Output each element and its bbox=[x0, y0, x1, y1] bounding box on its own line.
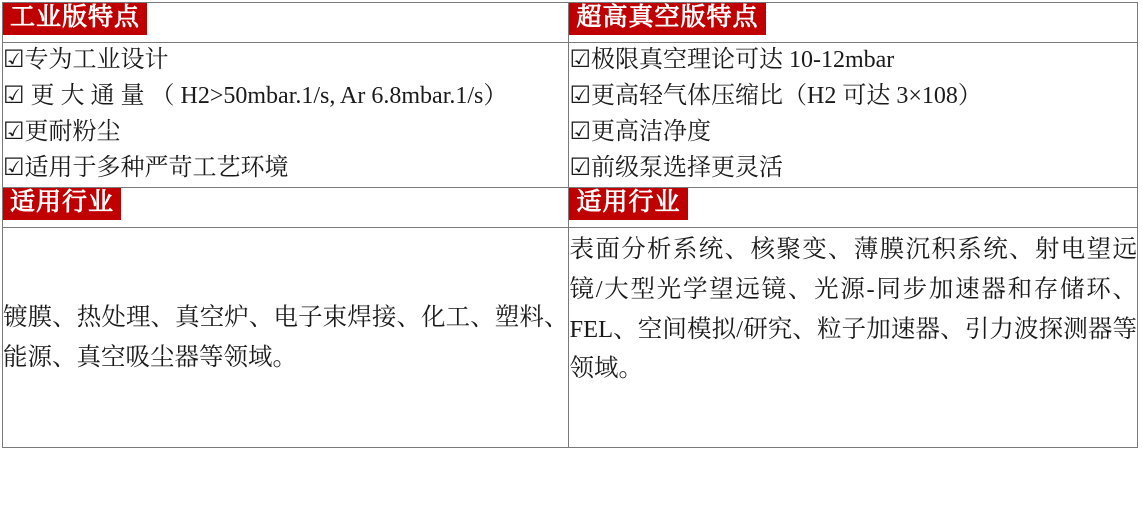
cell-features-header-left bbox=[3, 3, 569, 43]
list-item: ☑专为工业设计 bbox=[3, 47, 169, 73]
table-row-industry-body bbox=[3, 228, 1138, 448]
industry-right-wrapper bbox=[569, 228, 1137, 389]
section-title-industry-right: 适用行业 bbox=[569, 188, 687, 220]
industry-text-uhv: 表面分析系统、核聚变、薄膜沉积系统、射电望远镜/大型光学望远镜、光源-同步加速器和存储环、FEL、空间模拟/研究、粒子加速器、引力波探测器等领域。 bbox=[569, 236, 1137, 383]
list-item: ☑极限真空理论可达 10-12mbar bbox=[569, 47, 895, 73]
feature-list-uhv bbox=[569, 43, 1137, 185]
table-row-industry-headers bbox=[3, 188, 1138, 228]
comparison-table bbox=[2, 2, 1138, 448]
cell-industry-header-right bbox=[569, 188, 1138, 228]
cell-features-right bbox=[569, 43, 1138, 188]
table-row-features bbox=[3, 43, 1138, 188]
cell-features-header-right bbox=[569, 3, 1138, 43]
list-item: ☑ 更 大 通 量 （ H2>50mbar.1/s, Ar 6.8mbar.1/s） bbox=[3, 83, 508, 110]
list-item: ☑更高轻气体压缩比（H2 可达 3×108） bbox=[569, 83, 982, 110]
cell-industry-left bbox=[3, 228, 569, 448]
comparison-sheet bbox=[0, 2, 1142, 528]
list-item: ☑适用于多种严苛工艺环境 bbox=[3, 155, 289, 182]
feature-list-industrial bbox=[3, 43, 568, 185]
industry-left-wrapper bbox=[3, 228, 568, 447]
cell-features-left bbox=[3, 43, 569, 188]
cell-industry-right bbox=[569, 228, 1138, 448]
section-title-industrial-features: 工业版特点 bbox=[3, 3, 147, 35]
section-title-uhv-features: 超高真空版特点 bbox=[569, 3, 765, 35]
list-item: ☑前级泵选择更灵活 bbox=[569, 155, 783, 182]
section-title-industry-left: 适用行业 bbox=[3, 188, 121, 220]
table-row-headers bbox=[3, 3, 1138, 43]
industry-text-industrial: 镀膜、热处理、真空炉、电子束焊接、化工、塑料、能源、真空吸尘器等领域。 bbox=[3, 304, 569, 371]
list-item: ☑更耐粉尘 bbox=[3, 119, 121, 146]
cell-industry-header-left bbox=[3, 188, 569, 228]
list-item: ☑更高洁净度 bbox=[569, 119, 711, 146]
